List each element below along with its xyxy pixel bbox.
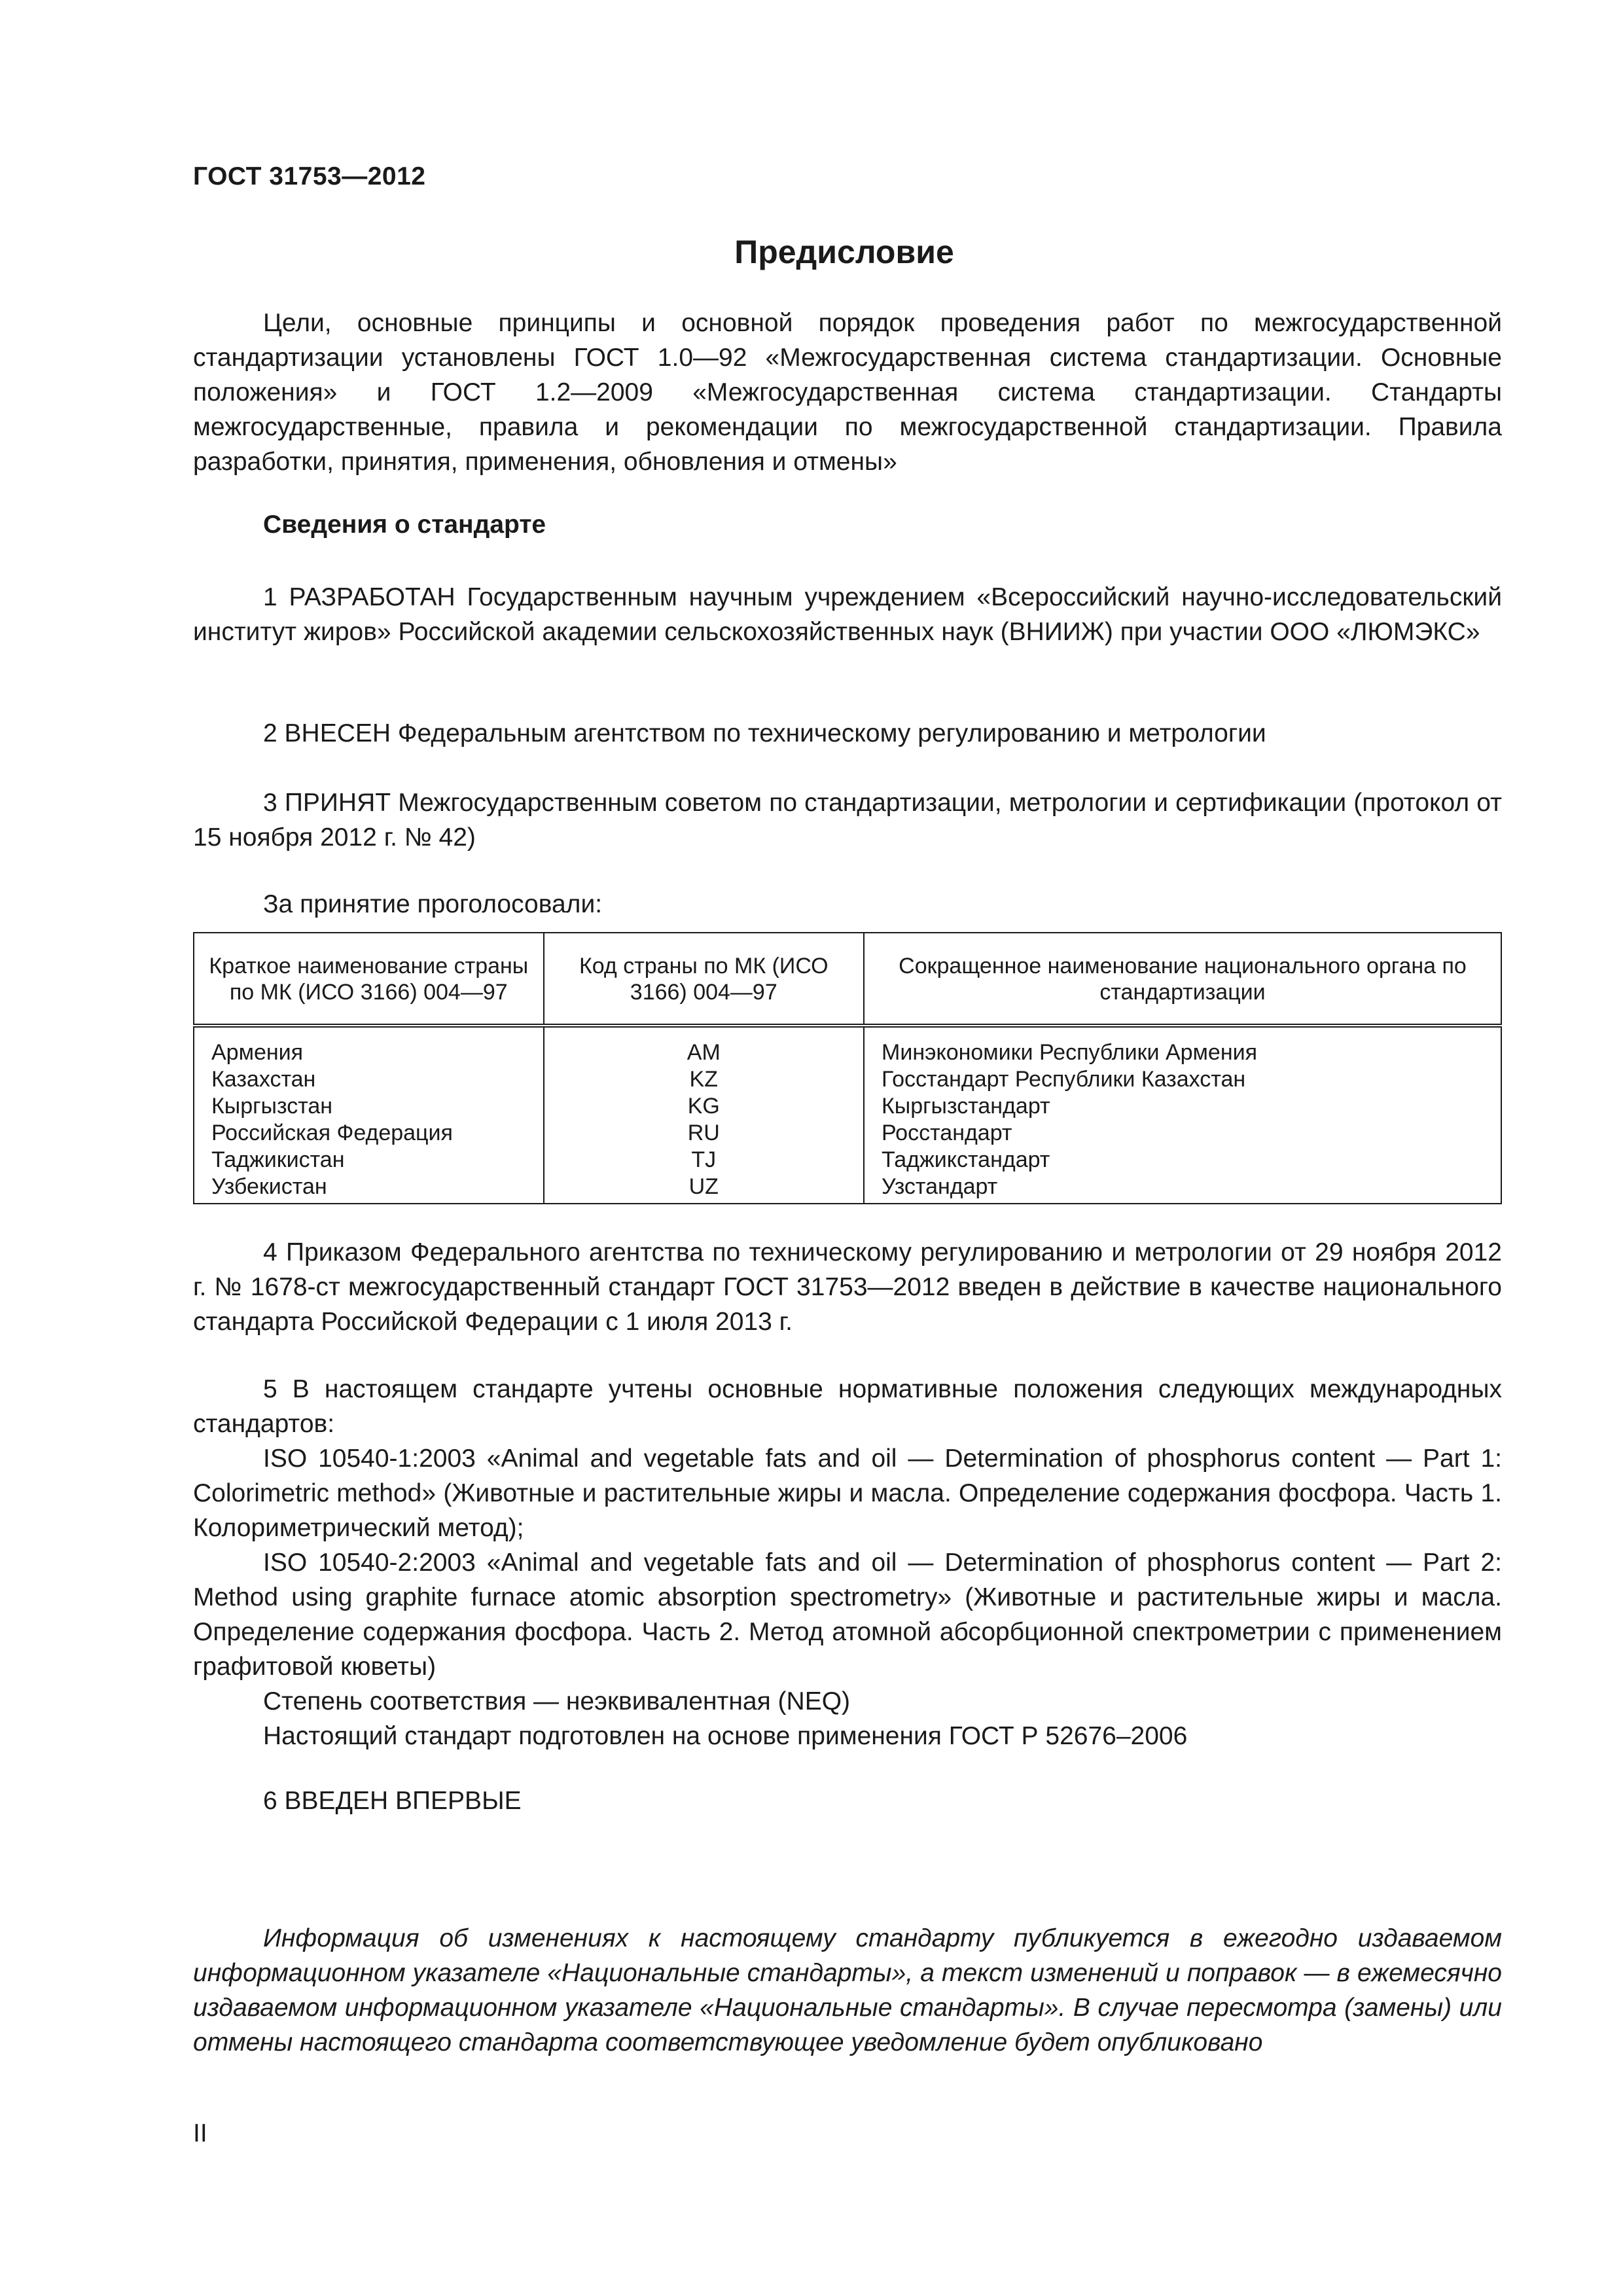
body-cell: Кыргызстандарт — [864, 1093, 1501, 1120]
body-cell: Минэкономики Республики Армения — [864, 1026, 1501, 1066]
code-cell: KZ — [544, 1066, 864, 1093]
voted-block — [193, 887, 1502, 922]
header-code: Код страны по МК (ИСО 3166) 004—97 — [544, 933, 864, 1026]
table-row — [194, 1093, 1501, 1120]
item-developed: 1 РАЗРАБОТАН Государственным научным учреждением «Всероссийский научно-исследовательский институт жиров» Российской академии сельскохозяйственных наук (ВНИИЖ) при участии ООО «ЛЮМЭКС» — [193, 583, 1502, 646]
body-cell: Госстандарт Республики Казахстан — [864, 1066, 1501, 1093]
item-first-introduced: 6 ВВЕДЕН ВПЕРВЫЕ — [263, 1787, 522, 1815]
voting-table — [193, 932, 1502, 1204]
table-header-row — [194, 933, 1501, 1026]
item-submitted: 2 ВНЕСЕН Федеральным агентством по техническому регулированию и метрологии — [263, 719, 1266, 747]
header-standards-body: Сокращенное наименование национального органа по стандартизации — [864, 933, 1501, 1026]
item2-block — [193, 716, 1502, 751]
voted-label: За принятие проголосовали: — [263, 890, 603, 918]
code-cell: RU — [544, 1120, 864, 1147]
notice-block — [193, 1921, 1502, 2060]
body-cell: Росстандарт — [864, 1120, 1501, 1147]
info-heading: Сведения о стандарте — [263, 511, 546, 539]
code-cell: AM — [544, 1026, 864, 1066]
item4-block — [193, 1235, 1502, 1339]
intro-paragraph: Цели, основные принципы и основной порядок проведения работ по межгосударственной стандартизации установлены ГОСТ 1.0—92 «Межгосударственная система стандартизации. Основные положения» и ГОСТ 1.2—2009 «Межгосударственная система стандартизации. Стандарты межгосударственные, правила и рекомендации по межгосударственной стандартизации. Правила разработки, принятия, применения, обновления и отмены» — [193, 309, 1502, 476]
country-cell: Узбекистан — [194, 1174, 544, 1204]
item5-block — [193, 1372, 1502, 1753]
intro-block — [193, 306, 1502, 479]
iso-part2: ISO 10540-2:2003 «Animal and vegetable fats and oil — Determination of phosphorus content — Part 2: Method using graphite furnace atomic absorption spectrometry» (Животные и растительные жиры и масла. Определение содержания фосфора. Часть 2. Метод атомной абсорбционной спектрометрии с применением графитовой кюветы) — [193, 1549, 1502, 1681]
basis-standard: Настоящий стандарт подготовлен на основе применения ГОСТ Р 52676–2006 — [263, 1722, 1188, 1750]
country-cell: Кыргызстан — [194, 1093, 544, 1120]
country-cell: Таджикистан — [194, 1147, 544, 1174]
page-number: II — [193, 2119, 207, 2147]
country-cell: Российская Федерация — [194, 1120, 544, 1147]
change-notice: Информация об изменениях к настоящему стандарту публикуется в ежегодно издаваемом информационном указателе «Национальные стандарты», а текст изменений и поправок — в ежемесячно издаваемом информационном указателе «Национальные стандарты». В случае пересмотра (замены) или отмены настоящего стандарта соответствующее уведомление будет опубликовано — [193, 1924, 1502, 2056]
item3-block — [193, 785, 1502, 855]
table-row — [194, 1026, 1501, 1066]
table-row — [194, 1174, 1501, 1204]
item6-block — [193, 1784, 1502, 1818]
item-enacted: 4 Приказом Федерального агентства по техническому регулированию и метрологии от 29 ноября 2012 г. № 1678-ст межгосударственный стандарт ГОСТ 31753—2012 введен в действие в качестве национального стандарта Российской Федерации с 1 июля 2013 г. — [193, 1238, 1502, 1336]
code-cell: TJ — [544, 1147, 864, 1174]
code-cell: UZ — [544, 1174, 864, 1204]
code-cell: KG — [544, 1093, 864, 1120]
table-row — [194, 1147, 1501, 1174]
header-country: Краткое наименование страны по МК (ИСО 3166) 004—97 — [194, 933, 544, 1026]
item-international: 5 В настоящем стандарте учтены основные нормативные положения следующих международных стандартов: — [193, 1375, 1502, 1438]
country-cell: Армения — [194, 1026, 544, 1066]
body-cell: Таджикстандарт — [864, 1147, 1501, 1174]
table-row — [194, 1066, 1501, 1093]
info-heading-block — [193, 507, 1502, 542]
iso-part1: ISO 10540-1:2003 «Animal and vegetable fats and oil — Determination of phosphorus content — Part 1: Colorimetric method» (Животные и растительные жиры и масла. Определение содержания фосфора. Часть 1. Колориметрический метод); — [193, 1444, 1502, 1542]
degree-of-conformity: Степень соответствия — неэквивалентная (NEQ) — [263, 1687, 851, 1715]
country-cell: Казахстан — [194, 1066, 544, 1093]
standard-code-header: ГОСТ 31753—2012 — [193, 162, 426, 190]
page-title: Предисловие — [734, 234, 954, 270]
body-cell: Узстандарт — [864, 1174, 1501, 1204]
item-adopted: 3 ПРИНЯТ Межгосударственным советом по стандартизации, метрологии и сертификации (протокол от 15 ноября 2012 г. № 42) — [193, 789, 1502, 852]
item1-block — [193, 580, 1502, 649]
table-row — [194, 1120, 1501, 1147]
